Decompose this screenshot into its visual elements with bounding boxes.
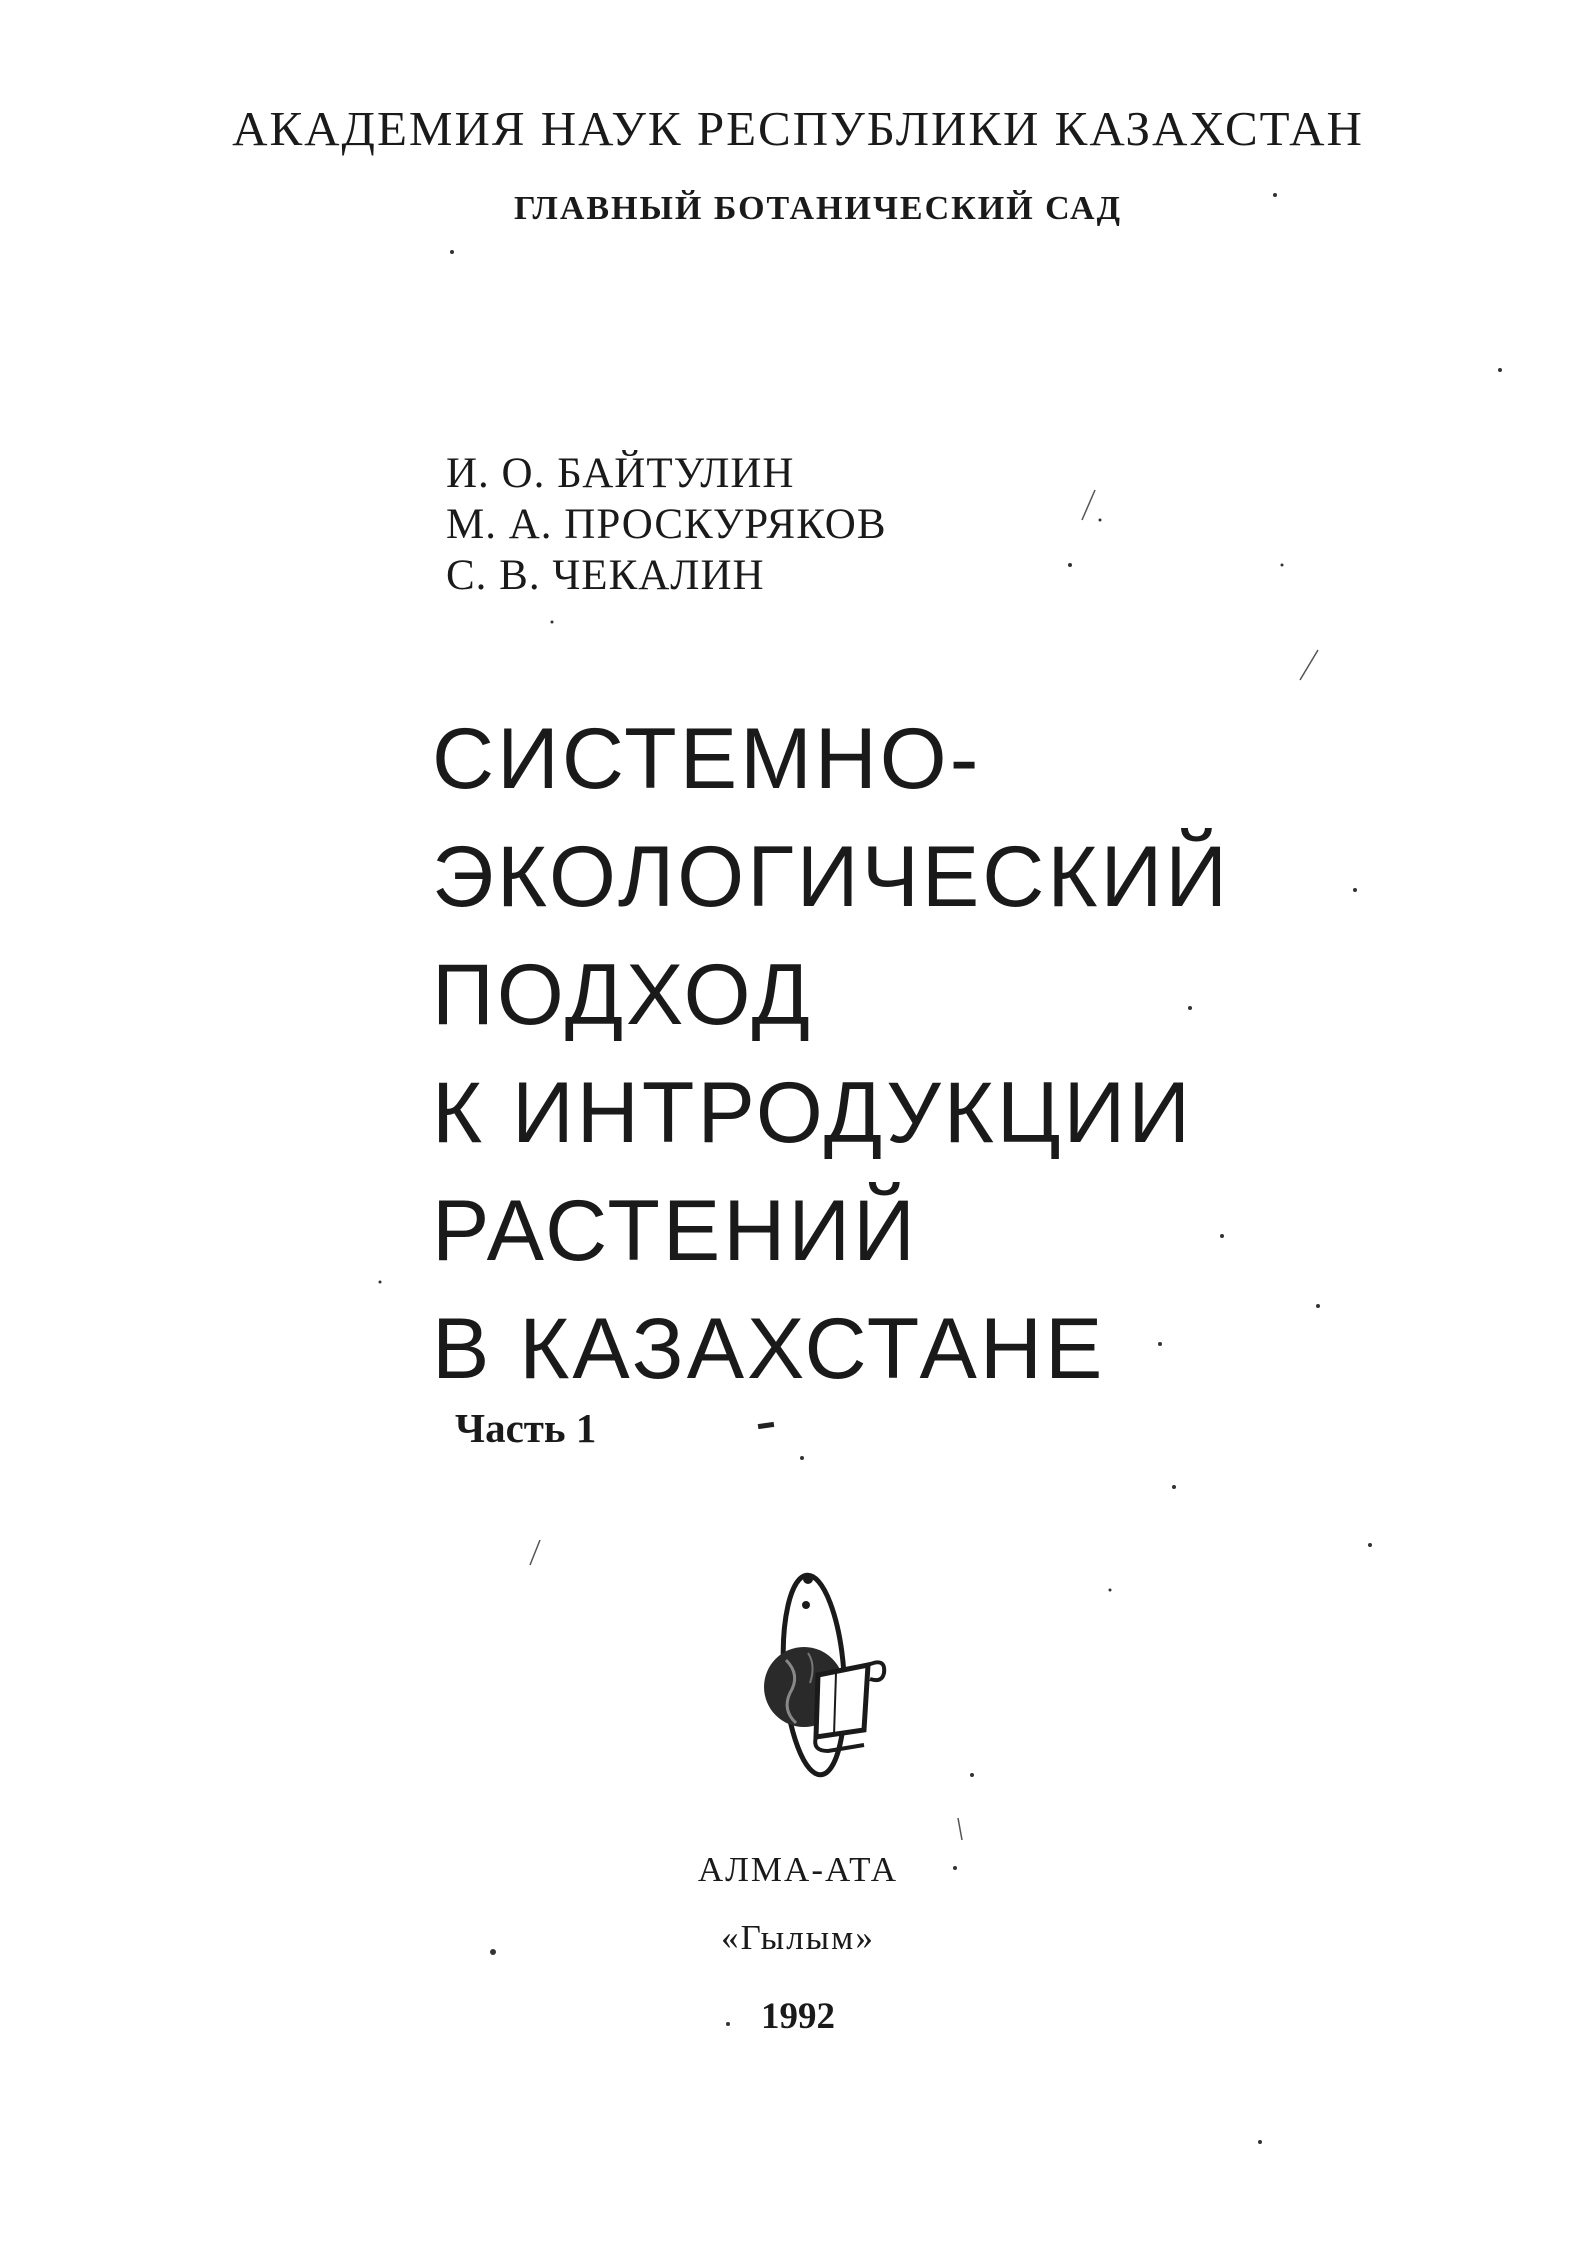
title-line: ПОДХОД bbox=[432, 947, 813, 1043]
imprint-publisher: «Гылым» bbox=[721, 1918, 875, 1957]
title-line: В КАЗАХСТАНЕ bbox=[432, 1301, 1106, 1397]
academy-name: АКАДЕМИЯ НАУК РЕСПУБЛИКИ КАЗАХСТАН bbox=[232, 101, 1364, 156]
title-line: К ИНТРОДУКЦИИ bbox=[432, 1065, 1194, 1161]
part-number: Часть 1 bbox=[455, 1405, 597, 1451]
title-line: ЭКОЛОГИЧЕСКИЙ bbox=[432, 829, 1231, 925]
imprint-city: АЛМА-АТА bbox=[697, 1850, 899, 1889]
institution-name: ГЛАВНЫЙ БОТАНИЧЕСКИЙ САД bbox=[513, 190, 1122, 227]
author-name: И. О. БАЙТУЛИН bbox=[446, 450, 795, 497]
book-title bbox=[432, 700, 1332, 1408]
globe-book-emblem-icon bbox=[746, 1565, 896, 1780]
author-list bbox=[446, 448, 887, 601]
title-line: РАСТЕНИЙ bbox=[432, 1183, 918, 1279]
author-name: С. В. ЧЕКАЛИН bbox=[446, 552, 765, 599]
title-line: СИСТЕМНО- bbox=[432, 711, 982, 807]
author-name: М. А. ПРОСКУРЯКОВ bbox=[446, 501, 887, 548]
ink-mark bbox=[758, 1422, 775, 1429]
imprint-year: 1992 bbox=[761, 1996, 835, 2037]
